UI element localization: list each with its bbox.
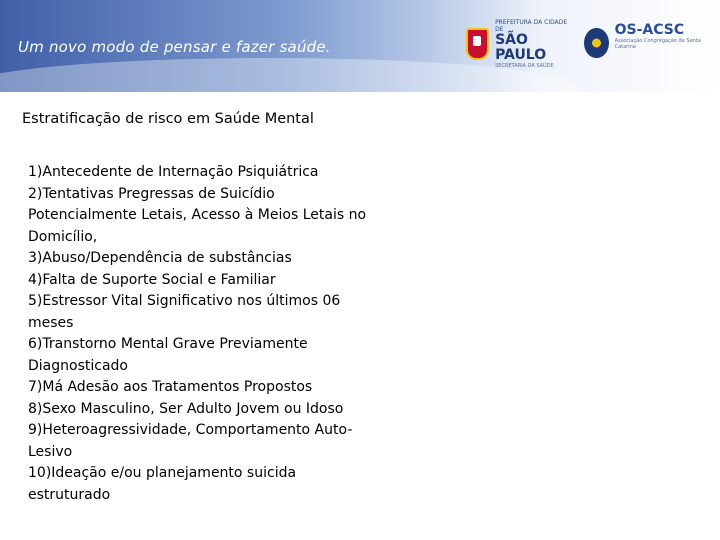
os-logo-big: OS-ACSC	[614, 22, 685, 38]
list-item: 7)Má Adesão aos Tratamentos Propostos	[28, 379, 313, 395]
list-item: 3)Abuso/Dependência de substâncias	[28, 250, 292, 266]
sp-logo-sub: SECRETARIA DA SAÚDE	[495, 63, 554, 69]
risk-factor-list	[28, 162, 378, 506]
os-emblem-icon	[584, 28, 609, 58]
list-item: 6)Transtorno Mental Grave Previamente Diagnosticado	[28, 336, 308, 374]
header-banner	[0, 0, 720, 92]
list-item: 5)Estressor Vital Significativo nos últimos 06 meses	[28, 293, 341, 331]
list-item: 8)Sexo Masculino, Ser Adulto Jovem ou Idoso	[28, 400, 344, 417]
os-acsc-logo	[584, 22, 704, 74]
list-item: 10)Ideação e/ou planejamento suicida estruturado	[28, 465, 297, 503]
slogan-text: Um novo modo de pensar e fazer saúde.	[18, 38, 331, 56]
os-logo-text	[615, 22, 704, 50]
sp-logo-big: SÃO PAULO	[495, 32, 547, 63]
list-item: 2)Tentativas Pregressas de Suicídio Potencialmente Letais, Acesso à Meios Letais no Domicílio,	[28, 185, 367, 245]
slide-heading: Estratificação de risco em Saúde Mental	[22, 111, 314, 127]
city-crest-icon	[466, 28, 489, 60]
list-item: 4)Falta de Suporte Social e Familiar	[28, 271, 276, 288]
list-item: 9)Heteroagressividade, Comportamento Auto-Lesivo	[28, 422, 353, 460]
list-item: 1)Antecedente de Internação Psiquiátrica	[28, 164, 319, 180]
sao-paulo-logo	[466, 19, 572, 69]
sao-paulo-logo-text	[495, 19, 572, 69]
os-logo-sub: Associação Congregação de Santa Catarina	[614, 38, 701, 50]
sp-logo-small: PREFEITURA DA CIDADE DE	[495, 19, 568, 33]
